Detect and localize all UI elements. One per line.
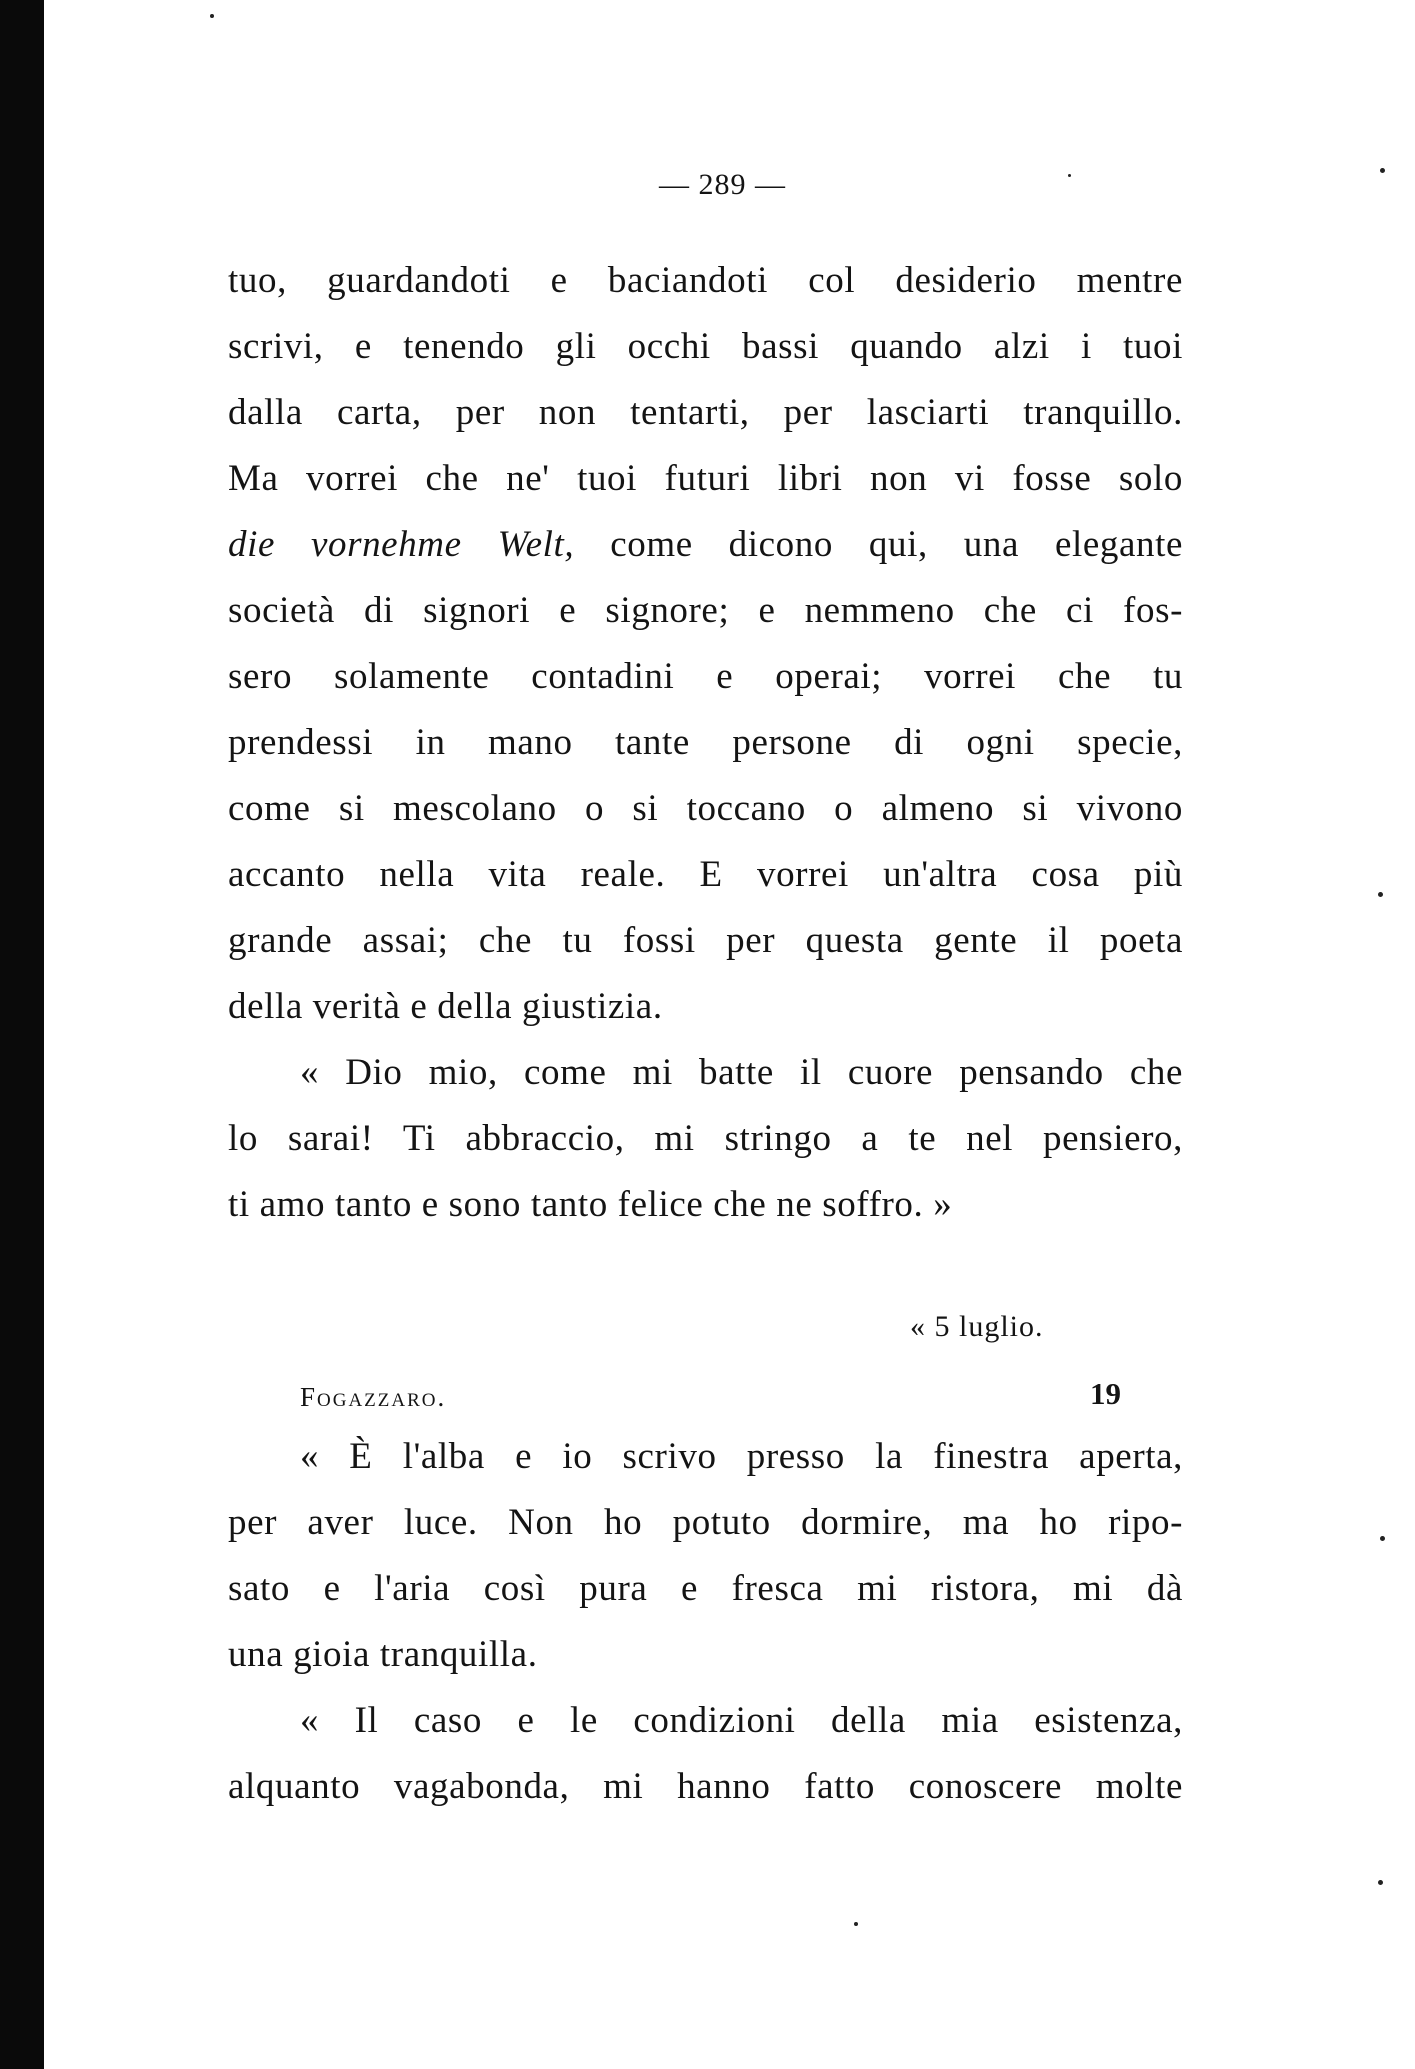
paragraph [228, 1040, 1183, 1238]
foreign-phrase: die vornehme Welt, [228, 524, 575, 565]
scan-speck [1378, 892, 1383, 897]
body-text-upper [228, 248, 1183, 1238]
scan-edge-shadow [0, 0, 44, 2069]
footer-author: Fogazzaro. [300, 1382, 447, 1412]
scan-speck [854, 1922, 858, 1926]
page-number: — 289 — [659, 168, 786, 201]
text-line: dalla carta, per non tentarti, per lasciarti tranquillo. [228, 392, 1183, 433]
text-line: scrivi, e tenendo gli occhi bassi quando alzi i tuoi [228, 326, 1183, 367]
text-line: alquanto vagabonda, mi hanno fatto conoscere molte [228, 1766, 1183, 1807]
text-line: come si mescolano o si toccano o almeno si vivono [228, 788, 1183, 829]
text-line: lo sarai! Ti abbraccio, mi stringo a te nel pensiero, [228, 1118, 1183, 1159]
text-line: « Dio mio, come mi batte il cuore pensando che [300, 1052, 1183, 1093]
text-line: « Il caso e le condizioni della mia esistenza, [300, 1700, 1183, 1741]
paragraph [228, 1688, 1183, 1820]
paragraph [228, 248, 1183, 1040]
text-line: ti amo tanto e sono tanto felice che ne soffro. » [228, 1184, 953, 1225]
paragraph [228, 1424, 1183, 1688]
text-line: una gioia tranquilla. [228, 1634, 538, 1675]
scan-speck [1378, 1880, 1383, 1885]
text-line: Ma vorrei che ne' tuoi futuri libri non vi fosse solo [228, 458, 1183, 499]
text-line: società di signori e signore; e nemmeno che ci fos- [228, 590, 1183, 631]
text-line: grande assai; che tu fossi per questa gente il poeta [228, 920, 1183, 961]
text-line: sero solamente contadini e operai; vorrei che tu [228, 656, 1183, 697]
scan-speck [1380, 1536, 1385, 1541]
text-line: accanto nella vita reale. E vorrei un'altra cosa più [228, 854, 1183, 895]
dateline: « 5 luglio. [910, 1310, 1044, 1343]
body-text-lower [228, 1424, 1183, 1820]
text-line: « È l'alba e io scrivo presso la finestra aperta, [300, 1436, 1183, 1477]
scan-speck [210, 14, 214, 18]
text-line: sato e l'aria così pura e fresca mi ristora, mi dà [228, 1568, 1183, 1609]
signature-mark: 19 [1090, 1376, 1121, 1411]
text-line: per aver luce. Non ho potuto dormire, ma ho ripo- [228, 1502, 1183, 1543]
text-line: della verità e della giustizia. [228, 986, 663, 1027]
text-line: die vornehme Welt, come dicono qui, una elegante [228, 524, 1184, 565]
text-line: tuo, guardandoti e baciandoti col desiderio mentre [228, 260, 1183, 301]
text-line: prendessi in mano tante persone di ogni specie, [228, 722, 1183, 763]
